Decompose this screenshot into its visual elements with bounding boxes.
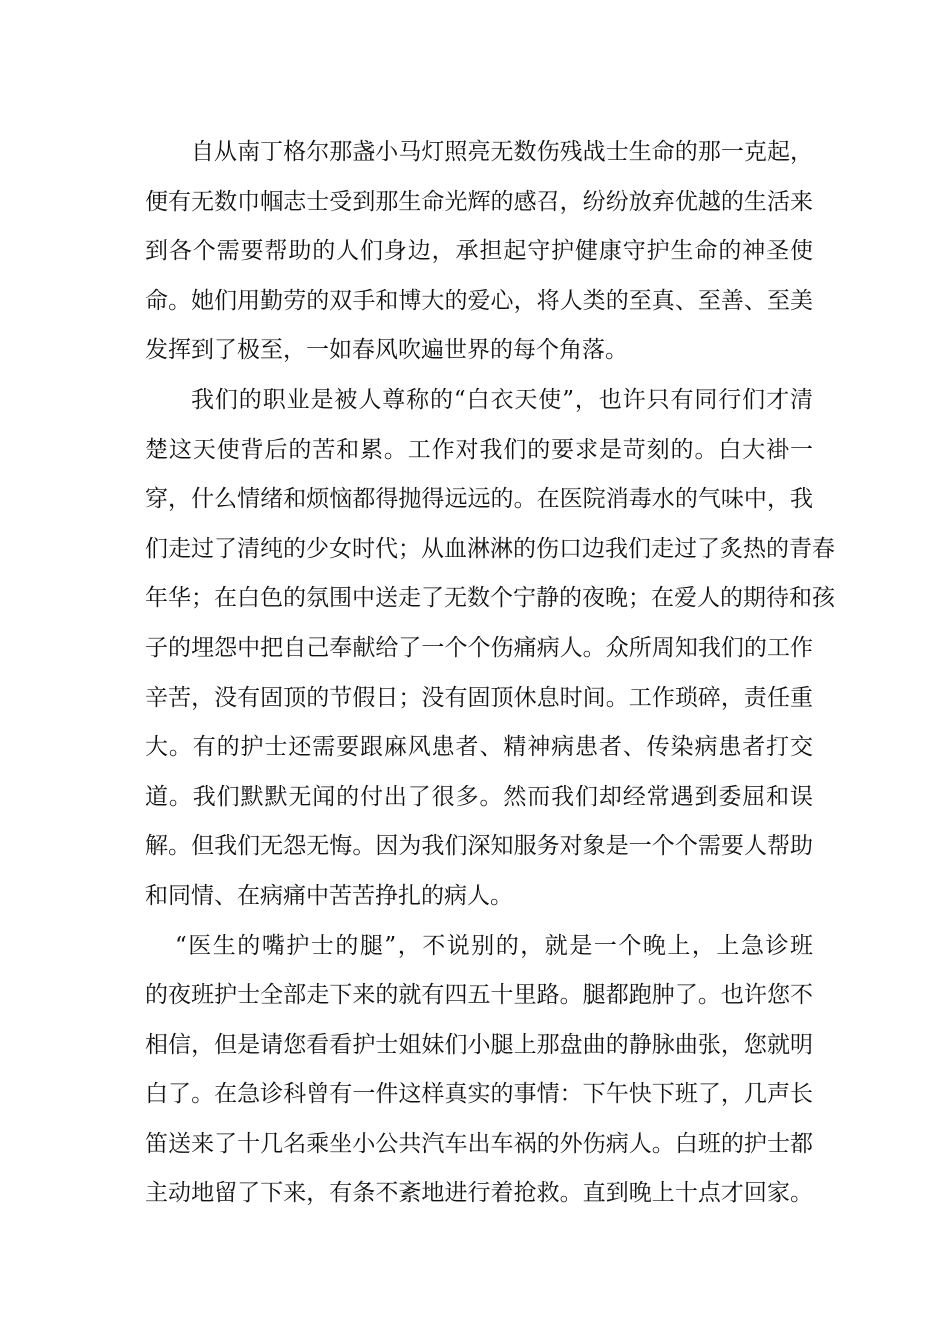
- text-line: 年华；在白色的氛围中送走了无数个宁静的夜晚；在爱人的期待和孩: [145, 585, 835, 612]
- text-line: 解。但我们无怨无悔。因为我们深知服务对象是一个个需要人帮助: [145, 833, 813, 860]
- text-line: 命。她们用勤劳的双手和博大的爱心，将人类的至真、至善、至美: [145, 287, 813, 314]
- text-line: 笛送来了十几名乘坐小公共汽车出车祸的外伤病人。白班的护士都: [145, 1130, 813, 1157]
- text-line: 相信，但是请您看看护士姐妹们小腿上那盘曲的静脉曲张，您就明: [145, 1031, 813, 1058]
- text-line: 主动地留了下来，有条不紊地进行着抢救。直到晚上十点才回家。: [145, 1180, 813, 1207]
- body-text: [145, 128, 835, 1219]
- paragraph-3: [145, 922, 813, 1220]
- text-line: 穿，什么情绪和烦恼都得抛得远远的。在医院消毒水的气味中，我: [145, 486, 813, 513]
- text-line: 便有无数巾帼志士受到那生命光辉的感召，纷纷放弃优越的生活来: [145, 188, 813, 215]
- text-line: 们走过了清纯的少女时代；从血淋淋的伤口边我们走过了炙热的青春: [145, 535, 835, 562]
- paragraph-2: [145, 376, 835, 922]
- text-line: 辛苦，没有固顶的节假日；没有固顶休息时间。工作琐碎，责任重: [145, 684, 813, 711]
- text-line: 的夜班护士全部走下来的就有四五十里路。腿都跑肿了。也许您不: [145, 982, 813, 1009]
- text-line: 我们的职业是被人尊称的“白衣天使”，也许只有同行们才清: [191, 386, 813, 413]
- text-line: 白了。在急诊科曾有一件这样真实的事情：下午快下班了，几声长: [145, 1081, 813, 1108]
- text-line: 到各个需要帮助的人们身边，承担起守护健康守护生命的神圣使: [145, 238, 813, 265]
- text-line: 自从南丁格尔那盏小马灯照亮无数伤残战士生命的那一克起，: [191, 139, 813, 165]
- text-line: 楚这天使背后的苦和累。工作对我们的要求是苛刻的。白大褂一: [145, 436, 813, 463]
- text-line: 发挥到了极至，一如春风吹遍世界的每个角落。: [145, 337, 628, 364]
- text-line: 和同情、在病痛中苦苦挣扎的病人。: [145, 882, 513, 909]
- text-line: 道。我们默默无闻的付出了很多。然而我们却经常遇到委屈和误: [145, 783, 813, 810]
- text-line: 大。有的护士还需要跟麻风患者、精神病患者、传染病患者打交: [145, 734, 813, 761]
- text-line: 子的埋怨中把自己奉献给了一个个伤痛病人。众所周知我们的工作: [145, 634, 813, 661]
- paragraph-1: [145, 128, 813, 376]
- text-line: “医生的嘴护士的腿”，不说别的，就是一个晚上，上急诊班: [175, 932, 813, 959]
